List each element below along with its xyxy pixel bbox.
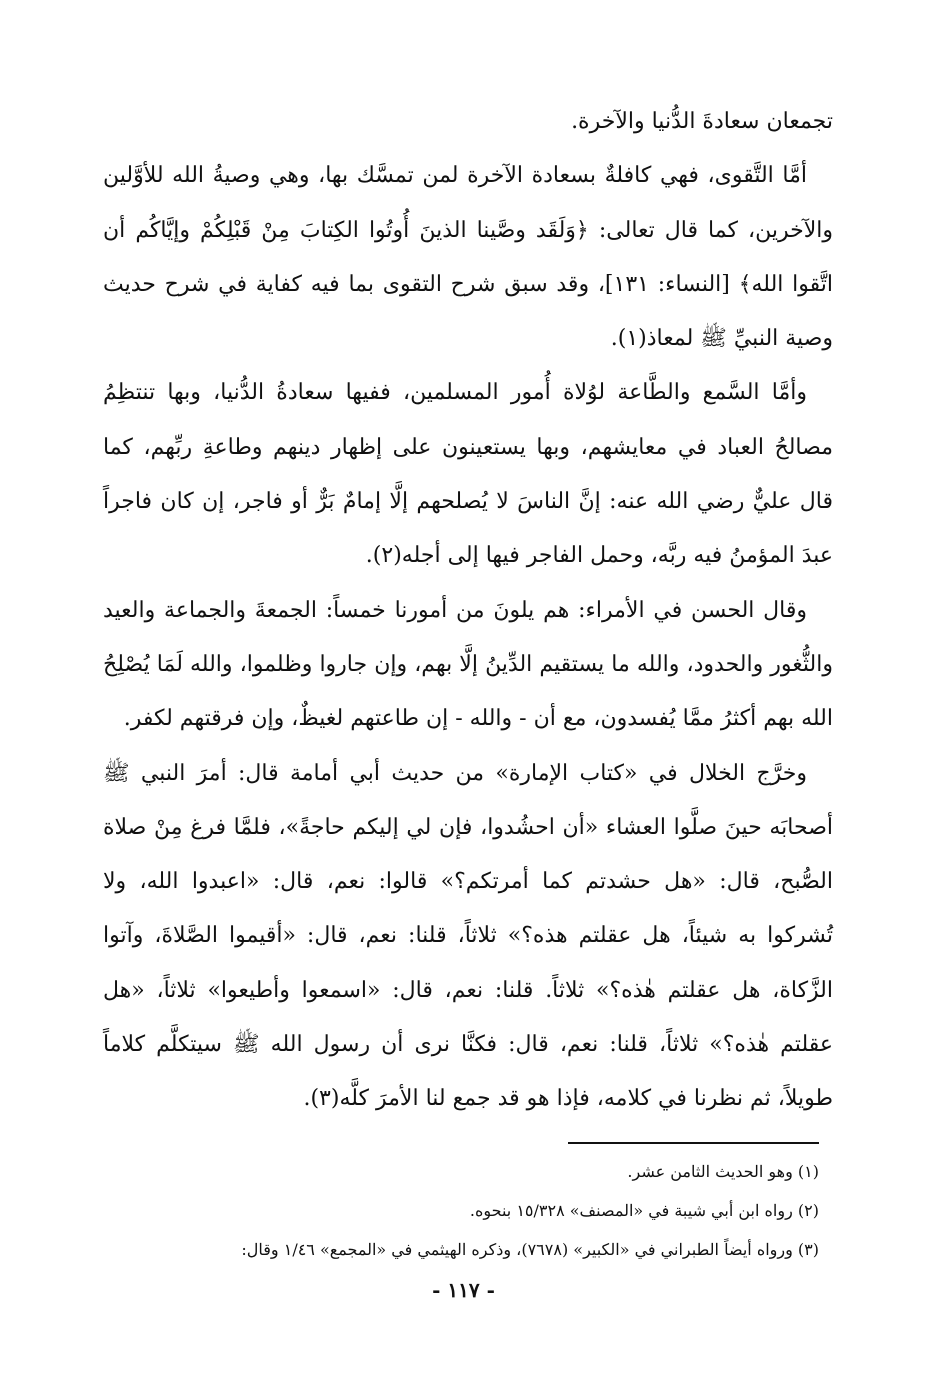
footnote-separator xyxy=(568,1142,819,1144)
footnote-3: (٣) ورواه أيضاً الطبراني في «الكبير» (٧٦٧٨)، وذكره الهيثمي في «المجمع» ١/٤٦ وقال: xyxy=(241,1240,819,1259)
paragraph-taqwa: أمَّا التَّقوى، فهي كافلةٌ بسعادة الآخرة لمن تمسَّك بها، وهي وصيةُ الله للأوَّلين والآخرين، كما قال تعالى: ﴿وَلَقَد وصَّينا الذينَ أُوتُوا الكِتابَ مِنْ قَبْلِكُمْ وإيَّاكُم أن اتَّقوا الله﴾ [النساء: ١٣١]، وقد سبق شرح التقوى بما فيه كفاية في شرح حديث وصية النبيِّ ﷺ لمعاذ(١). xyxy=(103,163,834,352)
page-number: - ١١٧ - xyxy=(432,1278,495,1302)
paragraph-hasan: وقال الحسن في الأمراء: هم يلونَ من أمورنا خمساً: الجمعةَ والجماعة والعيد والثُّغور والحدود، والله ما يستقيم الدِّينُ إلَّا بهم، وإن جاروا وظلموا، والله لَمَا يُصْلِحُ الله بهم أكثرُ ممَّا يُفسدون، مع أن - والله - إن طاعتهم لغيظٌ، وإن فرقتهم لكفر. xyxy=(103,597,833,732)
paragraph-obedience: وأمَّا السَّمع والطَّاعة لوُلاة أُمور المسلمين، ففيها سعادةُ الدُّنيا، وبها تنتظِمُ مصالحُ العباد في معايشهم، وبها يستعينون على إظهار دينهم وطاعةِ ربِّهم، كما قال عليٌّ رضي الله عنه: إنَّ الناسَ لا يُصلحهم إلَّا إمامٌ بَرٌّ أو فاجر، إن كان فاجراً عبدَ المؤمنُ فيه ربَّه، وحمل الفاجر فيها إلى أجله(٢). xyxy=(103,380,833,569)
footnotes xyxy=(95,1152,819,1269)
footnote-1: (١) وهو الحديث الثامن عشر. xyxy=(627,1162,819,1181)
main-text xyxy=(103,95,833,1127)
footnote-2: (٢) رواه ابن أبي شيبة في «المصنف» ١٥/٣٢٨ بنحوه. xyxy=(469,1201,819,1220)
paragraph-khallal: وخرَّج الخلال في «كتاب الإمارة» من حديث أبي أمامة قال: أمرَ النبي ﷺ أصحابَه حينَ صلَّوا العشاء «أن احشُدوا، فإن لي إليكم حاجةً»، فلمَّا فرغ مِنْ صلاة الصُّبح، قال: «هل حشدتم كما أمرتكم؟» قالوا: نعم، قال: «اعبدوا الله، ولا تُشركوا به شيئاً، هل عقلتم هذه؟» ثلاثاً، قلنا: نعم، قال: «أقيموا الصَّلاةَ، وآتوا الزَّكاة، هل عقلتم هٰذه؟» ثلاثاً. قلنا: نعم، قال: «اسمعوا وأطيعوا» ثلاثاً، «هل عقلتم هٰذه؟» ثلاثاً، قلنا: نعم، قال: فكنَّا نرى أن رسول الله ﷺ سيتكلَّم كلاماً طويلاً، ثم نظرنا في كلامه، فإذا هو قد جمع لنا الأمرَ كلَّه(٣). xyxy=(103,760,833,1112)
paragraph-continuation: تجمعان سعادةَ الدُّنيا والآخرة. xyxy=(571,109,833,134)
